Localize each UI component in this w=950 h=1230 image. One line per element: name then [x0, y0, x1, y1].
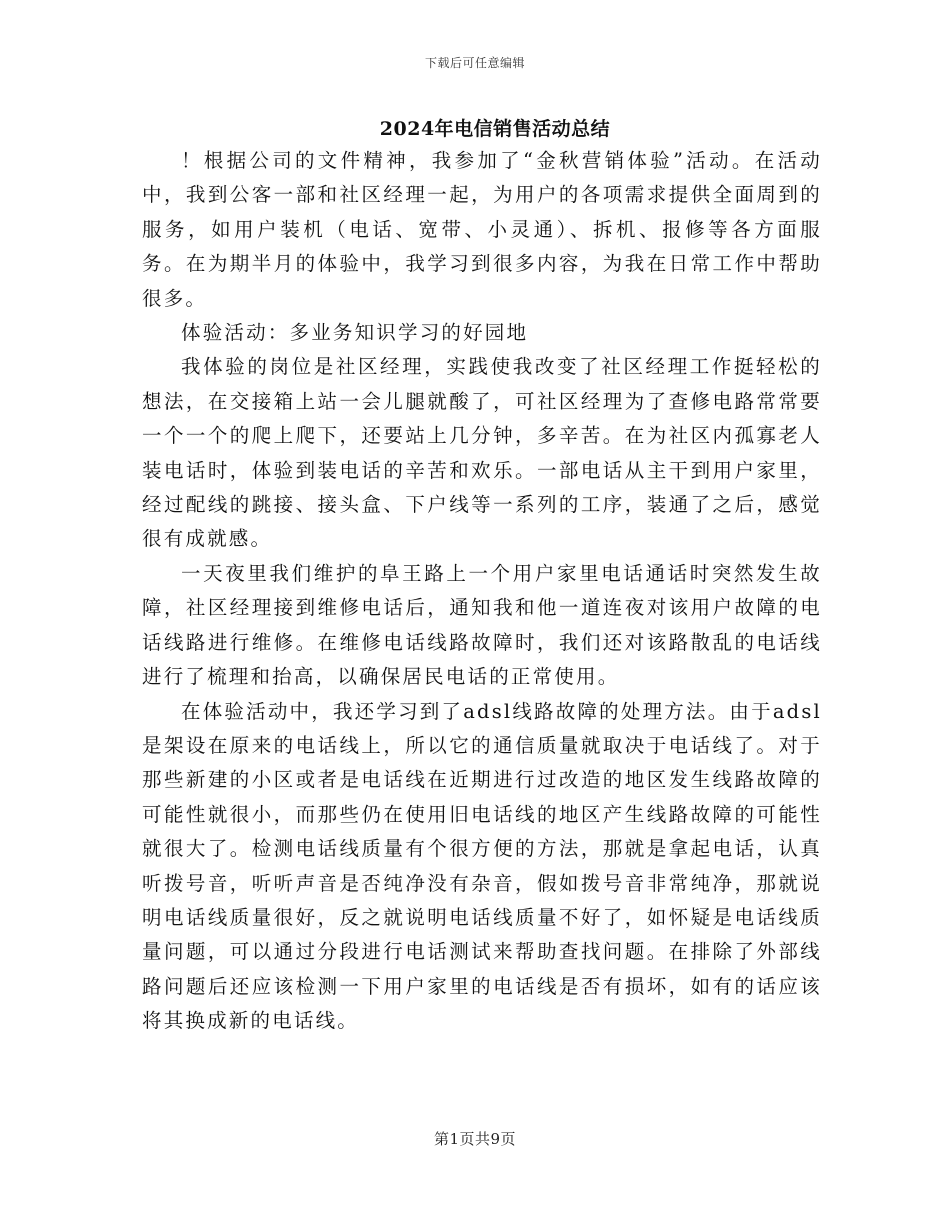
document-body	[142, 144, 822, 1039]
page-indicator: 第1页共9页	[433, 1130, 517, 1148]
document-title: 2024年电信销售活动总结	[379, 118, 611, 140]
header-note: 下载后可任意编辑	[424, 56, 525, 70]
paragraph: 在体验活动中，我还学习到了adsl线路故障的处理方法。由于adsl是架设在原来的电话线上，所以它的通信质量就取决于电话线了。对于那些新建的小区或者是电话线在近期进行过改造的地区发生线路故障的可能性就很小，而那些仍在使用旧电话线的地区产生线路故障的可能性就很大了。检测电话线质量有个很方便的方法，那就是拿起电话，认真听拨号音，听听声音是否纯净没有杂音，假如拨号音非常纯净，那就说明电话线质量很好，反之就说明电话线质量不好了，如怀疑是电话线质量问题，可以通过分段进行电话测试来帮助查找问题。在排除了外部线路问题后还应该检测一下用户家里的电话线是否有损坏，如有的话应该将其换成新的电话线。	[142, 699, 822, 1033]
section-heading: 体验活动：多业务知识学习的好园地	[181, 321, 529, 345]
paragraph: 我体验的岗位是社区经理，实践使我改变了社区经理工作挺轻松的想法，在交接箱上站一会儿腿就酸了，可社区经理为了查修电路常常要一个一个的爬上爬下，还要站上几分钟，多辛苦。在为社区内孤寡老人装电话时，体验到装电话的辛苦和欢乐。一部电话从主干到用户家里，经过配线的跳接、接头盒、下户线等一系列的工序，装通了之后，感觉很有成就感。	[142, 355, 822, 551]
paragraph: 一天夜里我们维护的阜王路上一个用户家里电话通话时突然发生故障，社区经理接到维修电话后，通知我和他一道连夜对该用户故障的电话线路进行维修。在维修电话线路故障时，我们还对该路散乱的电话线进行了梳理和抬高，以确保居民电话的正常使用。	[142, 561, 822, 689]
paragraph: ！根据公司的文件精神，我参加了“金秋营销体验”活动。在活动中，我到公客一部和社区经理一起，为用户的各项需求提供全面周到的服务，如用户装机（电话、宽带、小灵通）、拆机、报修等各方面服务。在为期半月的体验中，我学习到很多内容，为我在日常工作中帮助很多。	[142, 149, 822, 310]
